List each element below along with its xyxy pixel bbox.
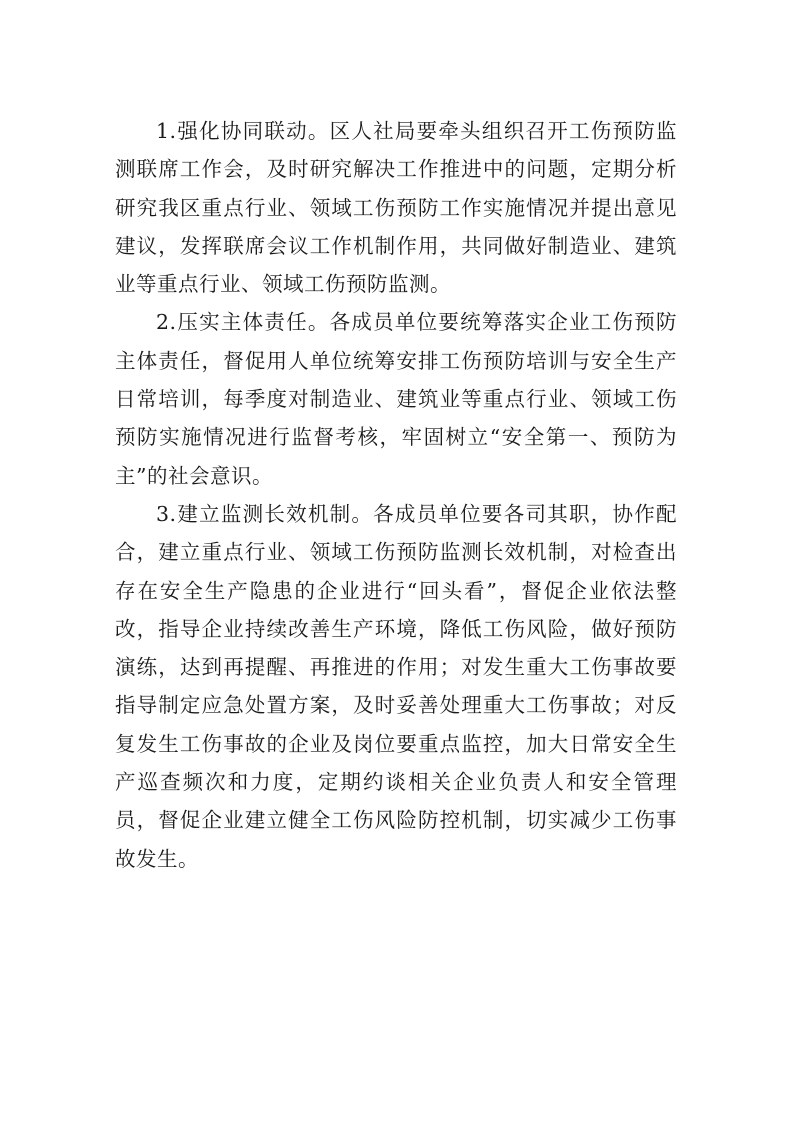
document-body [115,112,677,878]
paragraph-strengthen-coordination: 1.强化协同联动。区人社局要牵头组织召开工伤预防监测联席工作会，及时研究解决工作推进中的问题，定期分析研究我区重点行业、领域工伤预防工作实施情况并提出意见建议，发挥联席会议工作机制作用，共同做好制造业、建筑业等重点行业、领域工伤预防监测。 [115,119,677,297]
paragraph-main-responsibility: 2.压实主体责任。各成员单位要统筹落实企业工伤预防主体责任，督促用人单位统筹安排工伤预防培训与安全生产日常培训，每季度对制造业、建筑业等重点行业、领域工伤预防实施情况进行监督考核，牢固树立“安全第一、预防为主”的社会意识。 [115,310,677,488]
paragraph-long-term-monitoring: 3.建立监测长效机制。各成员单位要各司其职，协作配合，建立重点行业、领域工伤预防监测长效机制，对检查出存在安全生产隐患的企业进行“回头看”，督促企业依法整改，指导企业持续改善生产环境，降低工伤风险，做好预防演练，达到再提醒、再推进的作用；对发生重大工伤事故要指导制定应急处置方案，及时妥善处理重大工伤事故；对反复发生工伤事故的企业及岗位要重点监控，加大日常安全生产巡查频次和力度，定期约谈相关企业负责人和安全管理员，督促企业建立健全工伤风险防控机制，切实减少工伤事故发生。 [115,501,677,871]
